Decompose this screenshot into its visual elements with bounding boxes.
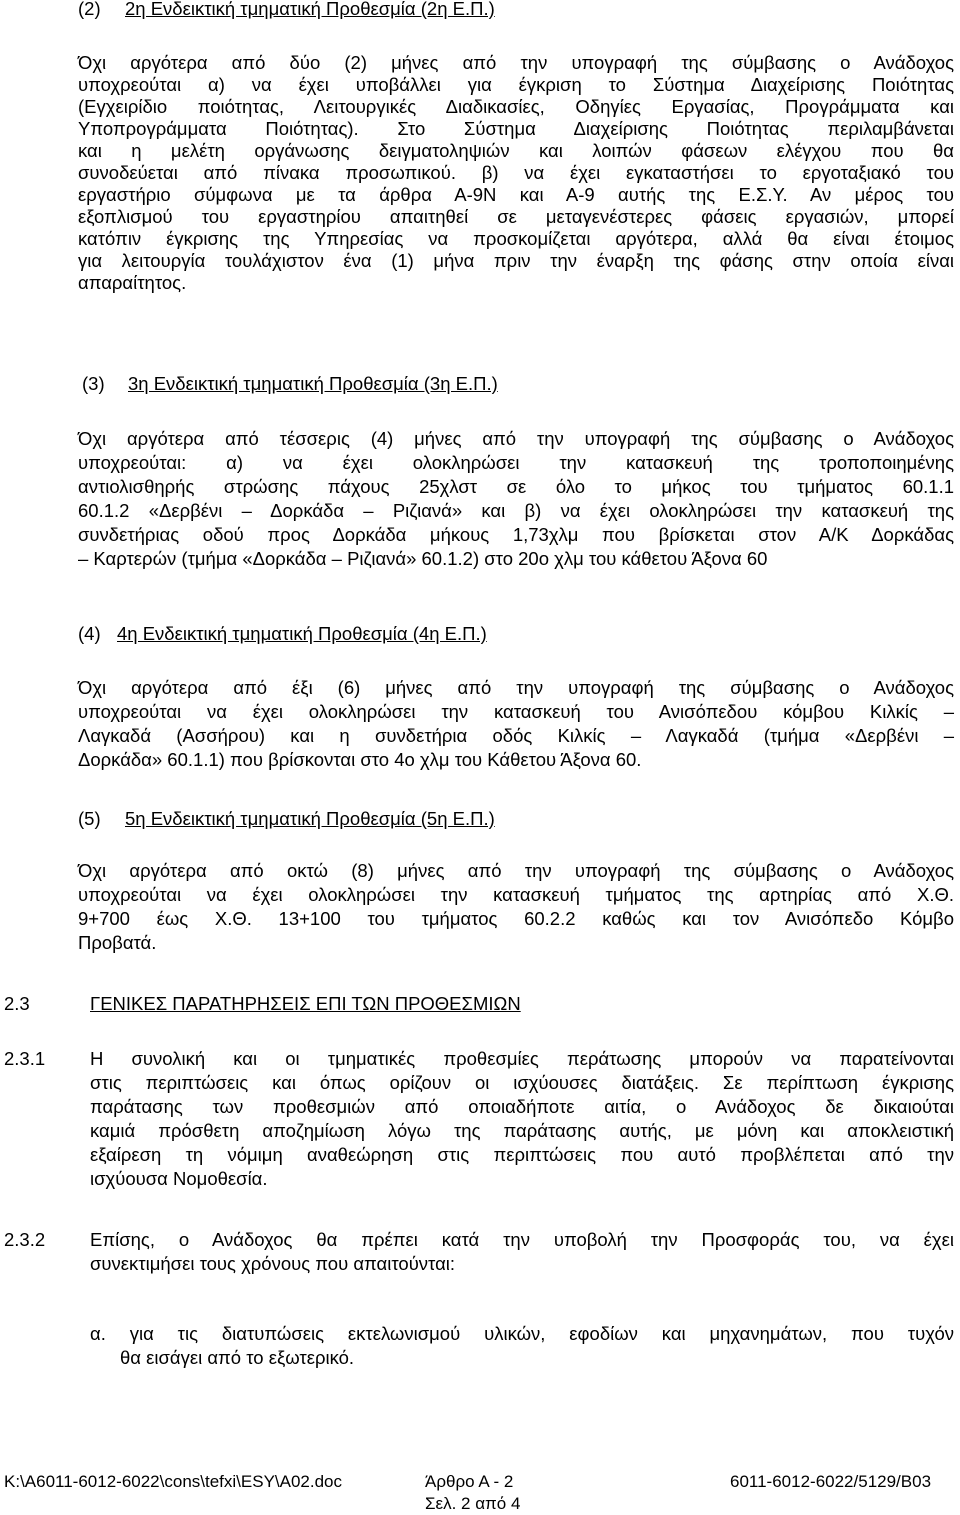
footer-page-number: Σελ. 2 από 4 <box>425 1494 521 1513</box>
section-2-title: 2η Ενδεικτική τμηματική Προθεσμία (2η Ε.Π.) <box>125 0 495 19</box>
section-5-line: Προβατά. <box>78 932 157 953</box>
list-item-a-line: θα εισάγει από το εξωτερικό. <box>120 1347 355 1368</box>
footer-article: Άρθρο Α - 2 <box>425 1472 514 1491</box>
section-3-line: υποχρεούται: α) να έχει ολοκληρώσει την κατασκευή της τροποποιημένης <box>78 452 954 473</box>
section-2-line: (Εγχειρίδιο ποιότητας, Λειτουργικές Διαδικασίες, Οδηγίες Εργασίας, Προγράμματα και <box>78 96 954 117</box>
section-4-title: 4η Ενδεικτική τμηματική Προθεσμία (4η Ε.Π.) <box>117 623 487 644</box>
section-2-line: για λειτουργία τουλάχιστον ένα (1) μήνα πριν την έναρξη της φάσης στην οποία είναι <box>78 250 954 271</box>
footer-reference: 6011-6012-6022/5129/B03 <box>730 1472 932 1491</box>
section-3-line: Όχι αργότερα από τέσσερις (4) μήνες από την υπογραφή της σύμβασης ο Ανάδοχος <box>78 428 954 449</box>
section-2-line: υποχρεούται α) να έχει υποβάλλει για έγκριση το Σύστημα Διαχείρισης Ποιότητας <box>78 74 954 95</box>
section-3-title: 3η Ενδεικτική τμηματική Προθεσμία (3η Ε.Π.) <box>128 373 498 394</box>
section-5-number: (5) <box>78 808 101 829</box>
section-2-line: συνοδεύεται από πίνακα προσωπικού. β) να έχει εγκαταστήσει το εργοταξιακό του <box>78 162 954 183</box>
section-3-line: συνδετήριας οδού προς Δορκάδα μήκους 1,73χλμ που βρίσκεται στον Α/Κ Δορκάδας <box>78 524 954 545</box>
section-2-line: κατόπιν έγκρισης της Υπηρεσίας να προσκομίζεται αργότερα, αλλά θα είναι έτοιμος <box>78 228 954 249</box>
section-4-number: (4) <box>78 623 101 644</box>
section-3-line: – Καρτερών (τμήμα «Δορκάδα – Ριζιανά» 60.1.2) στο 20ο χλμ του κάθετου Άξονα 60 <box>78 548 768 569</box>
section-2-3-number: 2.3 <box>4 993 30 1014</box>
paragraph-2-3-1-line: Η συνολική και οι τμηματικές προθεσμίες περάτωσης μπορούν να παρατείνονται <box>90 1048 954 1069</box>
section-3-number: (3) <box>82 373 105 394</box>
section-2-line: εργαστήριο σύμφωνα με τα άρθρα Α-9Ν και Α-9 αυτής της Ε.Σ.Υ. Αν μέρος του <box>78 184 954 205</box>
paragraph-2-3-1-line: καμιά πρόσθετη αποζημίωση λόγω της παράτασης αυτής, με μόνη και αποκλειστική <box>90 1120 954 1141</box>
section-2-line: και η μελέτη οργάνωσης δειγματοληψιών και λοιπών φάσεων ελέγχου που θα <box>78 140 954 161</box>
paragraph-2-3-1-line: παράτασης των προθεσμιών από οποιαδήποτε αιτία, ο Ανάδοχος δε δικαιούται <box>90 1096 954 1117</box>
section-2-line: απαραίτητος. <box>78 272 187 293</box>
section-4-line: Λαγκαδά (Ασσήρου) και η συνδετήρια οδός Κιλκίς – Λαγκαδά (τμήμα «Δερβένι – <box>78 725 954 746</box>
section-2-line: εξοπλισμού του εργαστηρίου απαιτηθεί σε μεταγενέστερες φάσεις εργασιών, μπορεί <box>78 206 954 227</box>
section-3-line: αντιολισθηρής στρώσης πάχους 25χλστ σε όλο το μήκος του τμήματος 60.1.1 <box>78 476 954 497</box>
section-3-line: 60.1.2 «Δερβένι – Δορκάδα – Ριζιανά» και β) να έχει ολοκληρώσει την κατασκευή της <box>78 500 954 521</box>
list-item-a-line: α. για τις διατυπώσεις εκτελωνισμού υλικών, εφοδίων και μηχανημάτων, που τυχόν <box>90 1323 954 1344</box>
paragraph-2-3-1-line: ισχύουσα Νομοθεσία. <box>90 1168 268 1189</box>
section-5-line: Όχι αργότερα από οκτώ (8) μήνες από την υπογραφή της σύμβασης ο Ανάδοχος <box>78 860 954 881</box>
paragraph-2-3-1-line: εξαίρεση τη νόμιμη αναθεώρηση στις περιπτώσεις που αυτό προβλέπεται από την <box>90 1144 954 1165</box>
section-2-line: Όχι αργότερα από δύο (2) μήνες από την υπογραφή της σύμβασης ο Ανάδοχος <box>78 52 954 73</box>
paragraph-2-3-2-line: συνεκτιμήσει τους χρόνους που απαιτούνται: <box>90 1253 456 1274</box>
section-4-line: Όχι αργότερα από έξι (6) μήνες από την υπογραφή της σύμβασης ο Ανάδοχος <box>78 677 954 698</box>
section-2-3-title: ΓΕΝΙΚΕΣ ΠΑΡΑΤΗΡΗΣΕΙΣ ΕΠΙ ΤΩΝ ΠΡΟΘΕΣΜΙΩΝ <box>90 993 521 1014</box>
paragraph-2-3-2-number: 2.3.2 <box>4 1229 46 1250</box>
section-2-line: Υποπρογράμματα Ποιότητας). Στο Σύστημα Διαχείρισης Ποιότητας περιλαμβάνεται <box>78 118 954 139</box>
section-5-line: υποχρεούται να έχει ολοκληρώσει την κατασκευή τμήματος της αρτηρίας από Χ.Θ. <box>78 884 954 905</box>
section-2-number: (2) <box>78 0 101 19</box>
paragraph-2-3-1-line: στις περιπτώσεις και όπως ορίζουν οι ισχύουσες διατάξεις. Σε περίπτωση έγκρισης <box>90 1072 954 1093</box>
paragraph-2-3-2-line: Επίσης, ο Ανάδοχος θα πρέπει κατά την υποβολή την Προσφοράς του, να έχει <box>90 1229 954 1250</box>
paragraph-2-3-1-number: 2.3.1 <box>4 1048 46 1069</box>
footer-file-path: K:\A6011-6012-6022\cons\tefxi\ESY\A02.doc <box>4 1472 343 1491</box>
section-4-line: υποχρεούται να έχει ολοκληρώσει την κατασκευή του Ανισόπεδου κόμβου Κιλκίς – <box>78 701 954 722</box>
section-5-title: 5η Ενδεικτική τμηματική Προθεσμία (5η Ε.Π.) <box>125 808 495 829</box>
section-4-line: Δορκάδα» 60.1.1) που βρίσκονται στο 4ο χλμ του Κάθετου Άξονα 60. <box>78 749 642 770</box>
section-5-line: 9+700 έως Χ.Θ. 13+100 του τμήματος 60.2.2 καθώς και τον Ανισόπεδο Κόμβο <box>78 908 954 929</box>
